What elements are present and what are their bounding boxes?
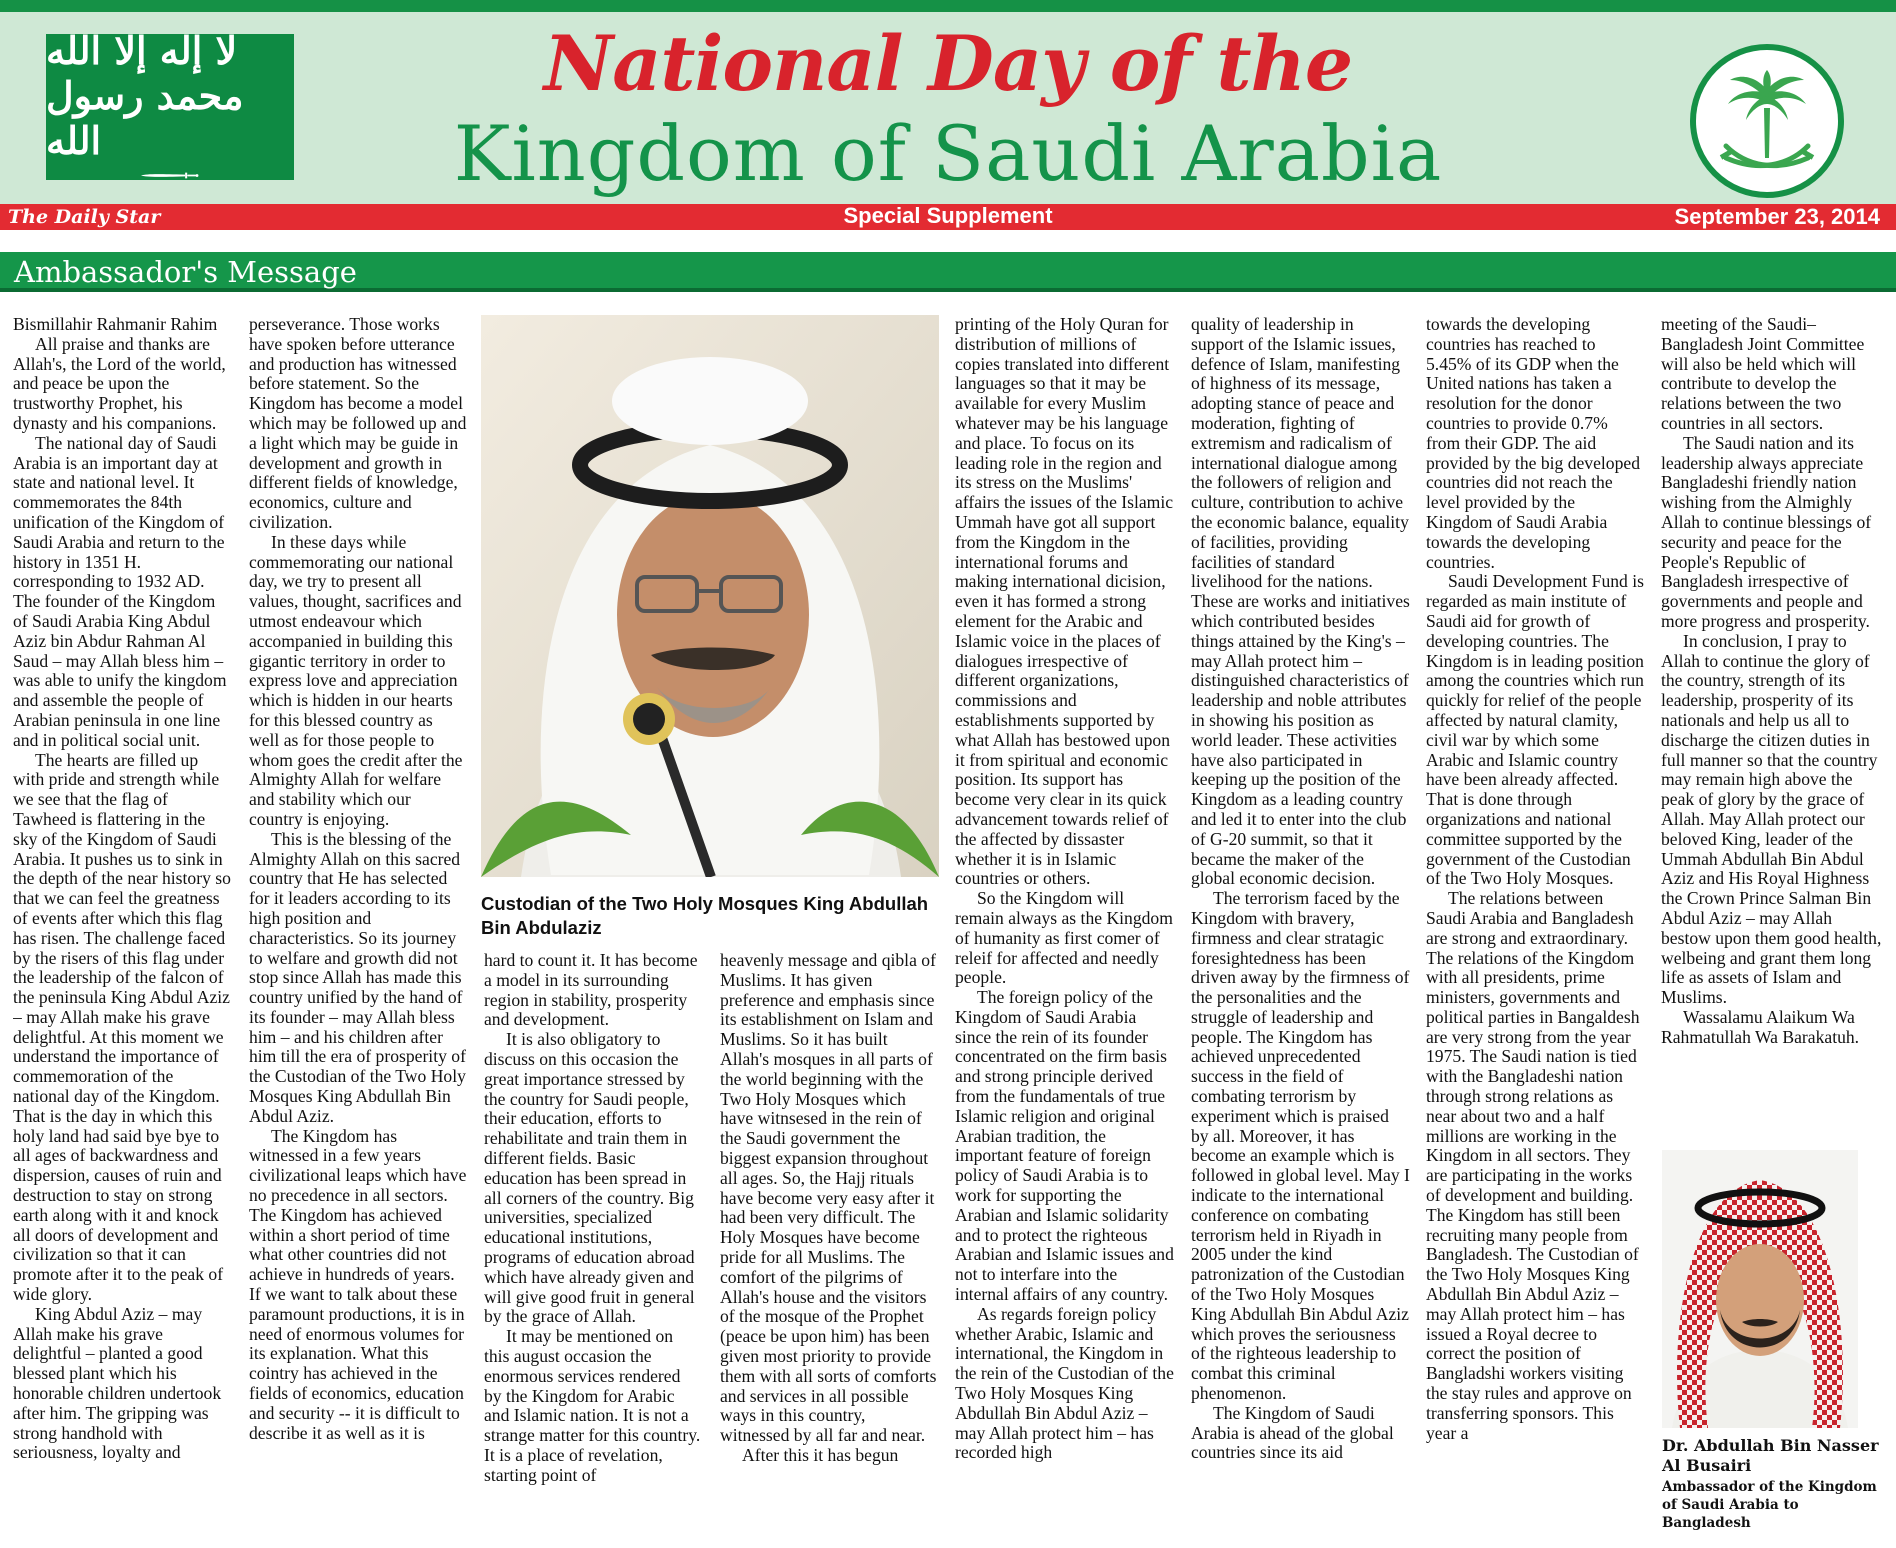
supplement-label: Special Supplement [843, 203, 1053, 228]
article-paragraph: After this it has begun [742, 1444, 899, 1465]
section-title: Ambassador's Message [14, 255, 357, 289]
king-abdullah-photo [481, 315, 939, 877]
article-paragraph: Bismillahir Rahmanir Rahim [13, 315, 218, 334]
palm-swords-icon [1696, 50, 1838, 192]
article-paragraph: King Abdul Aziz – may Allah make his grave delightful – planted a good blessed plant which his honorable children undertook after him. The gripping was strong handhold with seriousness, loyalty and [13, 1303, 222, 1463]
article-column-7 [1426, 315, 1645, 1547]
article-column-5 [955, 315, 1175, 1547]
title-line-1: National Day of the [543, 19, 1353, 108]
article-paragraph: perseverance. Those works have spoken before utterance and production has witnessed before statement. So the Kingdom has become a model which may be followed up and a light which may be guide in development and growth in different fields of knowledge, economics, culture and civilization. [249, 315, 467, 532]
ambassador-title-line-1: Ambassador of the Kingdom [1662, 1479, 1877, 1495]
article-paragraph: The national day of Saudi Arabia is an important day at state and national level. It commemorates the 84th unification of the Kingdom of Saudi Arabia and return to the history in 1351 H. corresponding to 1932 AD. The founder of the Kingdom of Saudi Arabia King Abdul Aziz bin Abdur Rahman Al Saud – may Allah bless him – was able to unify the kingdom and assemble the people of Arabian peninsula in one line and in political social unit. [13, 432, 227, 750]
article-paragraph: heavenly message and qibla of Muslims. It has given preference and emphasis since its establishment on Islam and Muslims. So it has built Allah's mosques in all parts of the world beginning with the Two Holy Mosques which have witnsesed in the rein of the Saudi government the biggest expansion throughout all ages. So, the Hajj rituals have become very easy after it had been very difficult. The Holy Mosques have become pride for all Muslims. The comfort of the pilgrims of Allah's house and the visitors of the mosque of the Prophet (peace be upon him) has been given most priority to provide them with all sorts of comforts and services in all possible ways in this country, witnessed by all far and near. [720, 951, 937, 1446]
ambassador-name-line-2: Al Busairi [1662, 1456, 1752, 1475]
saudi-emblem-icon [1690, 44, 1844, 198]
article-paragraph: The hearts are filled up with pride and strength while we see that the flag of Tawheed is flattering in the sky of the Kingdom of Saudi Arabia. It pushes us to sink in the depth of the near history so that we can feel the greatness of events after which this flag has risen. The challenge faced by the risers of this flag under the leadership of the falcon of the peninsula King Abdul Aziz – may Allah make his grave delightful. At this moment we understand the importance of commemoration of the national day of the Kingdom. That is the day in which this holy land had said bye bye to all ages of backwardness and dispersion, causes of ruin and destruction to stay on strong earth along with it and knock all doors of development and civilization so that it can promote after it to the peak of wide glory. [13, 749, 231, 1305]
article-paragraph: The Kingdom has witnessed in a few years civilizational leaps which have no precedence in all sectors. The Kingdom has achieved within a short period of time what other countries did not achieve in hundreds of years. If we want to talk about these paramount productions, it is in need of enormous volumes for its explanation. What this cointry has achieved in the fields of economics, education and security -- it is difficult to describe it as well as it is [249, 1125, 467, 1443]
supplement-date: September 23, 2014 [1674, 204, 1880, 229]
article-paragraph: towards the developing countries has reached to 5.45% of its GDP when the United nations has taken a resolution for the donor countries to provide 0.7% from their GDP. The aid provided by the big developed countries did not reach the level provided by the Kingdom of Saudi Arabia towards the developing countries. [1426, 315, 1641, 572]
article-paragraph: The foreign policy of the Kingdom of Saudi Arabia since the rein of its founder concentrated on the firm basis and strong principle derived from the fundamentals of true Islamic religion and original Arabian tradition, the important feature of foreign policy of Saudi Arabia is to work for supporting the Arabian and Islamic solidarity and to protect the righteous Arabian and Islamic issues and not to interfare into the internal affairs of any country. [955, 987, 1174, 1305]
article-paragraph: It is also obligatory to discuss on this occasion the great importance stressed by the country for Saudi people, their education, efforts to rehabilitate and train them in different fields. Basic education has been spread in all corners of the country. Big universities, specialized educational institutions, programs of education abroad which have already given and will give good fruit in general by the grace of Allah. [484, 1029, 695, 1327]
article-paragraph: Wassalamu Alaikum Wa Rahmatullah Wa Barakatuh. [1661, 1006, 1860, 1047]
photo-caption: Custodian of the Two Holy Mosques King Abdullah Bin Abdulaziz [481, 893, 929, 938]
masthead [0, 0, 1896, 206]
article-column-3 [484, 951, 702, 1547]
top-stripe [0, 0, 1896, 12]
article-paragraph: All praise and thanks are Allah's, the Lord of the world, and peace be upon the trustworthy Prophet, his dynasty and his companions. [13, 333, 226, 433]
ambassador-title-line-2: of Saudi Arabia to Bangladesh [1662, 1497, 1799, 1531]
article-paragraph: As regards foreign policy whether Arabic, Islamic and international, the Kingdom in the rein of the Custodian of the Two Holy Mosques King Abdullah Bin Abdul Aziz – may Allah protect him – has recorded high [955, 1303, 1174, 1463]
ambassador-title [1662, 1478, 1888, 1532]
article-column-1 [13, 315, 231, 1547]
article-column-4 [720, 951, 938, 1547]
article-paragraph: In conclusion, I pray to Allah to continue the glory of the country, strength of its leadership, prosperity of its nationals and help us all to discharge the citizen duties in full manner so that the country may remain high above the peak of glory by the grace of Allah. May Allah protect our beloved King, leader of the Ummah Abdullah Bin Abdul Aziz and His Royal Highness the Crown Prince Salman Bin Abdul Aziz – may Allah bestow upon them good health, welbeing and grant them long life as assets of Islam and Muslims. [1661, 630, 1882, 1008]
article-column-6 [1191, 315, 1410, 1547]
article-paragraph: So the Kingdom will remain always as the Kingdom of humanity as first comer of releif for affected and needly people. [955, 888, 1173, 988]
article-paragraph: This is the blessing of the Almighty Allah on this sacred country that He has selected for it leaders according to its high position and characteristics. So its journey to welfare and growth did not stop since Allah has made this country unified by the hand of its founder – may Allah bless him – and his children after him till the era of prosperity of the Custodian of the Two Holy Mosques King Abdullah Bin Abdul Aziz. [249, 828, 466, 1126]
article-paragraph: In these days while commemorating our national day, we try to present all values, thought, sacrifices and utmost endeavour which accompanied in building this gigantic territory in order to express love and appreciation which is hidden in our hearts for this blessed country as well as for those people to whom goes the credit after the Almighty Allah for welfare and stability which our country is enjoying. [249, 531, 463, 829]
article-paragraph: The relations between Saudi Arabia and Bangladesh are strong and extraordinary. The relations of the Kingdom with all presidents, prime ministers, governments and political parties in Bangaldesh are very strong from the year 1975. The Saudi nation is tied with the Bangladeshi nation through strong relations as near about two and a half millions are working in the Kingdom in all sectors. They are participating in the works of development and building. The Kingdom has still been recruiting many people from Bangladesh. The Custodian of the Two Holy Mosques King Abdullah Bin Abdul Aziz – may Allah protect him – has issued a Royal decree to correct the position of Bangladshi workers visiting the stay rules and approve on transferring sponsors. This year a [1426, 888, 1640, 1443]
ambassador-name-line-1: Dr. Abdullah Bin Nasser [1662, 1436, 1879, 1455]
article-paragraph: printing of the Holy Quran for distribution of millions of copies translated into different languages so that it may be available for every Muslim whatever may be his language and place. To focus on its leading role in the region and its stress on the Muslims' affairs the issues of the Islamic Ummah have got all support from the Kingdom in the international forums and making international dicision, even it has formed a strong element for the Arabic and Islamic voice in the places of dialogues irrespective of different organizations, commissions and establishments supported by what Allah has bestowed upon it from spiritual and economic position. Its support has become very clear in its quick advancement towards relief of the affected by dissaster whether it is in Islamic countries or others. [955, 315, 1174, 889]
article-paragraph: The terrorism faced by the Kingdom with bravery, firmness and clear stratagic foresightedness has been driven away by the firmness of the personalities and the struggle of leadership and people. The Kingdom has achieved unprecedented success in the field of combating terrorism by experiment which is praised by all. Moreover, it has become an example which is followed in global level. May I indicate to the international conference on combating terrorism held in Riyadh in 2005 under the kind patronization of the Custodian of the Two Holy Mosques King Abdullah Bin Abdul Aziz which proves the seriousness of the righteous leadership to combat this criminal phenomenon. [1191, 888, 1410, 1404]
ambassador-photo [1662, 1150, 1858, 1428]
ambassador-signature [1662, 1436, 1888, 1532]
supplement-bar [0, 204, 1896, 230]
article-paragraph: The Saudi nation and its leadership always appreciate Bangladeshi friendly nation wishing from the Almighly Allah to continue blessings of security and peace for the People's Republic of Bangladesh irrespective of governments and people and more progress and prosperity. [1661, 432, 1872, 631]
ambassador-name [1662, 1436, 1888, 1476]
flag-inscription: لا إله إلا الله محمد رسول الله [46, 28, 244, 163]
article-paragraph: Saudi Development Fund is regarded as main institute of Saudi aid for growth of developing countries. The Kingdom is in leading position among the countries which run quickly for relief of the people affected by natural clamity, civil war by which some Arabic and Islamic country have been already affected. That is done through organizations and national committee supported by the government of the Custodian of the Two Holy Mosques. [1426, 571, 1644, 889]
article-paragraph: The Kingdom of Saudi Arabia is ahead of the global countries since its aid [1191, 1402, 1394, 1463]
portrait-image [481, 315, 939, 877]
title-line-2: Kingdom of Saudi Arabia [453, 109, 1443, 198]
article-paragraph: hard to count it. It has become a model in its surrounding region in stability, prosperity and development. [484, 951, 698, 1030]
section-header [0, 252, 1896, 292]
article-paragraph: quality of leadership in support of the Islamic issues, defence of Islam, manifesting of highness of its message, adopting stance of peace and moderation, fighting of extremism and radicalism of international dialogue among the followers of religion and culture, contribution to achive the economic balance, equality of facilities, providing facilities of standard livelihood for the nations. These are works and initiatives which contributed besides things attained by the King's – may Allah protect him – distinguished characteristics of leadership and noble attributes in showing his position as world leader. These activities have also participated in keeping up the position of the Kingdom as a leading country and led it to enter into the club of G-20 summit, so that it became the maker of the global economic decision. [1191, 315, 1410, 889]
article-paragraph: It may be mentioned on this august occasion the enormous services rendered by the Kingdom for Arabic and Islamic nation. It is not a strange matter for this country. It is a place of revelation, starting point of [484, 1326, 701, 1485]
portrait-image [1662, 1150, 1858, 1428]
article-column-8 [1661, 315, 1883, 1145]
article-column-2 [249, 315, 467, 1547]
newspaper-name: The Daily Star [8, 206, 161, 228]
article-paragraph: meeting of the Saudi–Bangladesh Joint Committee will also be held which will contribute to develop the relations between the two countries in all sectors. [1661, 315, 1865, 433]
